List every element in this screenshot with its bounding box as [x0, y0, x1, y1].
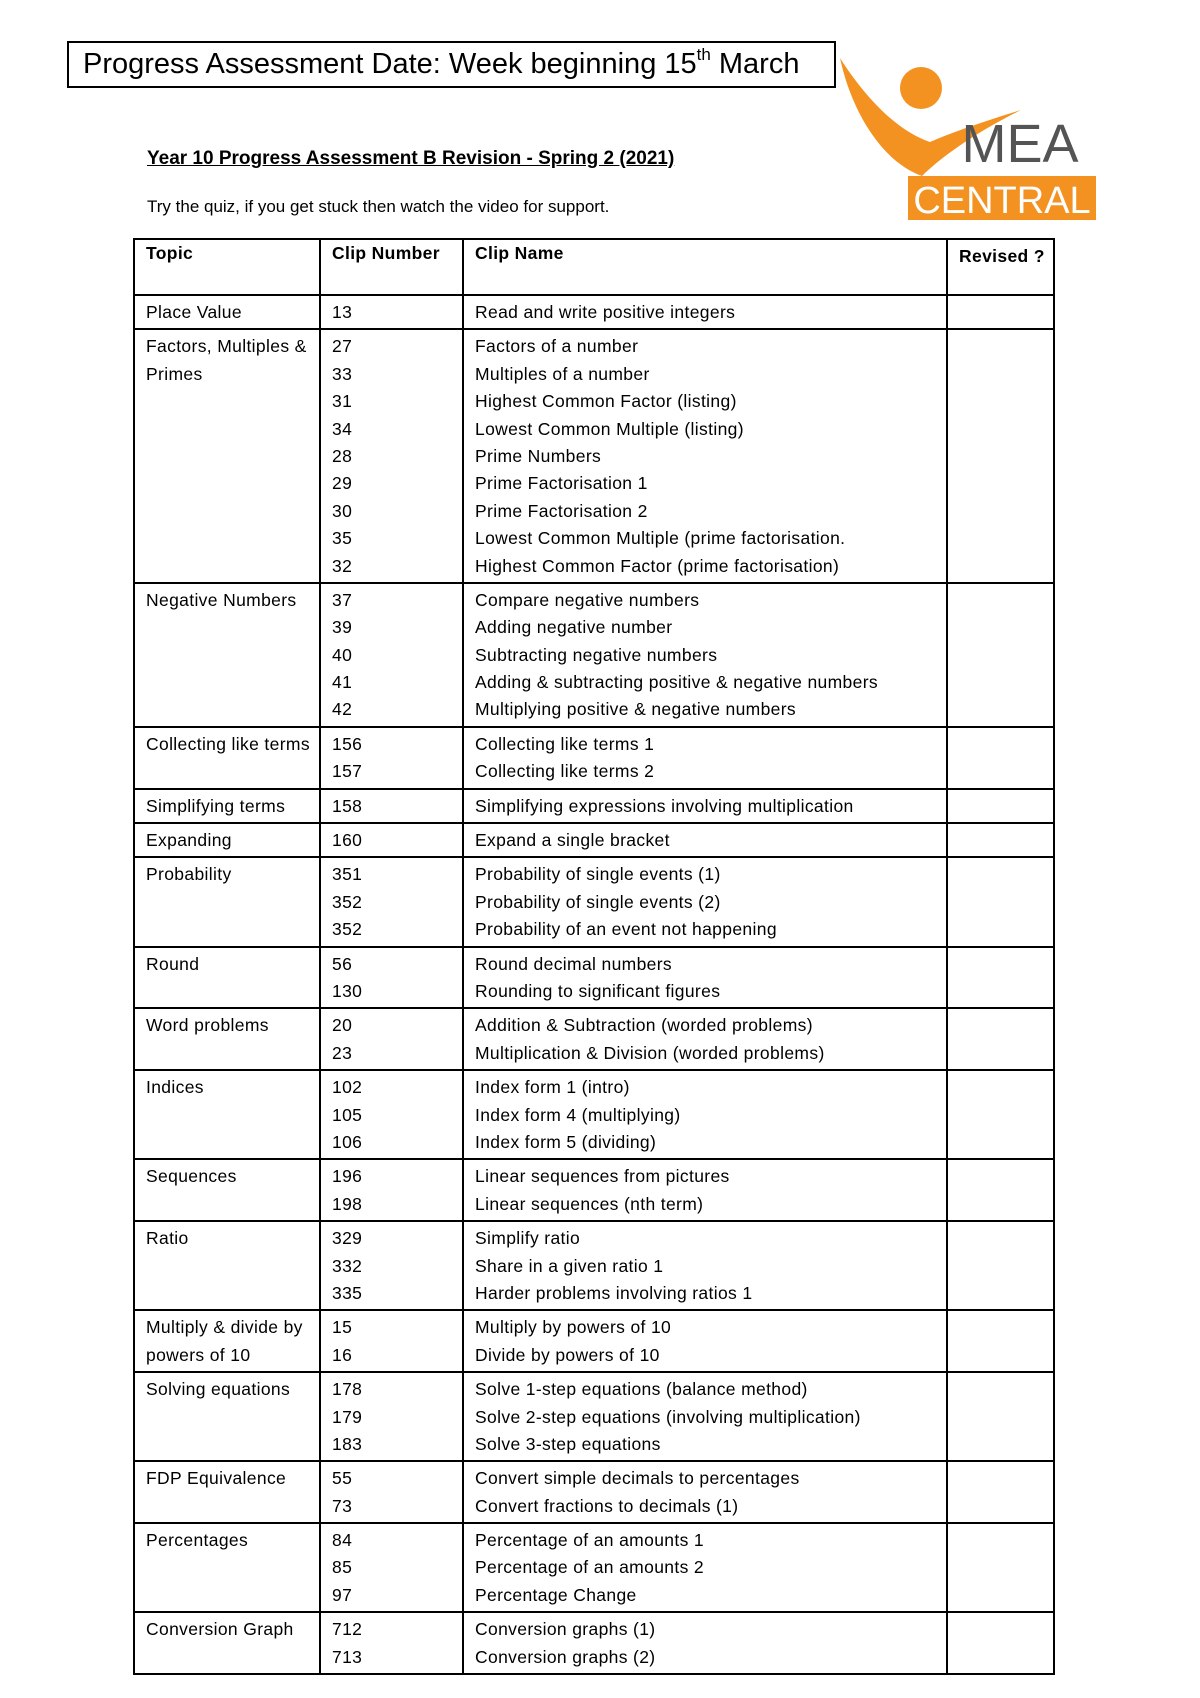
topic-cell: [134, 583, 320, 727]
revised-checkbox-cell[interactable]: [947, 1461, 1054, 1523]
clip-number: 73: [332, 1495, 353, 1516]
clip-name: Solve 2-step equations (involving multiplication): [475, 1406, 861, 1427]
topic-label: Solving equations: [146, 1379, 291, 1400]
clip-name: Lowest Common Multiple (listing): [475, 418, 744, 439]
clip-name: Prime Numbers: [475, 445, 602, 466]
clip-number-cell: [320, 1461, 463, 1523]
topic-label: Round: [146, 953, 200, 974]
clip-number: 30: [332, 500, 353, 521]
topic-label: Multiply & divide by powers of 10: [146, 1317, 303, 1365]
clip-name: Adding & subtracting positive & negative numbers: [475, 672, 878, 693]
topic-label: Expanding: [146, 830, 232, 851]
topic-label: Simplifying terms: [146, 795, 286, 816]
clip-number: 157: [332, 761, 363, 782]
topic-label: Sequences: [146, 1166, 237, 1187]
clip-number: 39: [332, 617, 353, 638]
revised-checkbox-cell[interactable]: [947, 1008, 1054, 1070]
clip-name: Simplifying expressions involving multiplication: [475, 795, 854, 816]
clip-name: Subtracting negative numbers: [475, 644, 718, 665]
clip-number-cell: [320, 1070, 463, 1159]
clip-name: Convert fractions to decimals (1): [475, 1495, 739, 1516]
clip-name-cell: [463, 1372, 947, 1461]
table-body: [134, 295, 1054, 1674]
topic-cell: [134, 823, 320, 857]
revised-checkbox-cell[interactable]: [947, 583, 1054, 727]
topic-cell: [134, 329, 320, 583]
topic-cell: [134, 295, 320, 329]
banner-suffix: March: [710, 48, 800, 80]
clip-number: 20: [332, 1015, 353, 1036]
table-row: [134, 727, 1054, 789]
clip-number: 55: [332, 1468, 353, 1489]
table-header-row: [134, 239, 1054, 295]
clip-name: Prime Factorisation 1: [475, 473, 648, 494]
clip-name: Probability of an event not happening: [475, 919, 777, 940]
topic-label: Indices: [146, 1077, 204, 1098]
clip-number: 37: [332, 589, 353, 610]
clip-name-cell: [463, 1310, 947, 1372]
topic-label: Percentages: [146, 1530, 249, 1551]
clip-name-cell: [463, 1461, 947, 1523]
clip-name-cell: [463, 789, 947, 823]
clip-number: 56: [332, 953, 353, 974]
clip-name: Harder problems involving ratios 1: [475, 1282, 753, 1303]
clip-number: 97: [332, 1584, 353, 1605]
clip-name: Linear sequences from pictures: [475, 1166, 730, 1187]
clip-number-cell: [320, 1612, 463, 1674]
topic-cell: [134, 1310, 320, 1372]
clip-name-cell: [463, 1221, 947, 1310]
clip-name: Read and write positive integers: [475, 302, 736, 322]
banner-superscript: th: [696, 45, 711, 64]
clip-name: Multiples of a number: [475, 363, 650, 384]
clip-name: Lowest Common Multiple (prime factorisation.: [475, 528, 846, 549]
topic-label: Collecting like terms: [146, 733, 310, 754]
clip-number: 40: [332, 644, 353, 665]
topic-cell: [134, 1612, 320, 1674]
clip-number-cell: [320, 947, 463, 1009]
revised-checkbox-cell[interactable]: [947, 727, 1054, 789]
clip-number: 32: [332, 555, 353, 576]
topic-cell: [134, 1461, 320, 1523]
clip-number: 158: [332, 795, 363, 816]
clip-name: Rounding to significant figures: [475, 981, 721, 1002]
clip-number: 179: [332, 1406, 363, 1427]
topic-cell: [134, 1221, 320, 1310]
clip-name: Expand a single bracket: [475, 830, 670, 851]
clip-number: 106: [332, 1131, 363, 1152]
clip-number-cell: [320, 1221, 463, 1310]
header-topic: Topic: [134, 239, 320, 295]
topic-label: Conversion Graph: [146, 1619, 294, 1640]
clip-number: 84: [332, 1530, 353, 1551]
revision-topics-table: [133, 238, 1055, 1675]
clip-name-cell: [463, 329, 947, 583]
topic-label: Factors, Multiples & Primes: [146, 336, 307, 384]
clip-name: Percentage of an amounts 1: [475, 1530, 704, 1551]
clip-name: Collecting like terms 1: [475, 733, 655, 754]
clip-number-cell: [320, 1523, 463, 1612]
revised-checkbox-cell[interactable]: [947, 1310, 1054, 1372]
clip-number: 41: [332, 672, 353, 693]
clip-number: 42: [332, 699, 353, 720]
clip-number-cell: [320, 1310, 463, 1372]
clip-number: 178: [332, 1379, 363, 1400]
clip-name: Factors of a number: [475, 336, 639, 357]
revised-checkbox-cell[interactable]: [947, 857, 1054, 946]
clip-number-cell: [320, 789, 463, 823]
revised-checkbox-cell[interactable]: [947, 1523, 1054, 1612]
revised-checkbox-cell[interactable]: [947, 1070, 1054, 1159]
clip-name: Simplify ratio: [475, 1228, 581, 1249]
table-row: [134, 1612, 1054, 1674]
mea-central-logo: [838, 50, 1100, 220]
clip-number: 15: [332, 1317, 353, 1338]
clip-number: 28: [332, 445, 353, 466]
clip-number: 352: [332, 891, 363, 912]
table-row: [134, 1221, 1054, 1310]
banner-prefix: Progress Assessment Date: Week beginning 15: [83, 48, 697, 80]
clip-name: Share in a given ratio 1: [475, 1255, 664, 1276]
clip-name: Highest Common Factor (listing): [475, 391, 737, 412]
table-row: [134, 583, 1054, 727]
clip-name: Index form 1 (intro): [475, 1077, 630, 1098]
clip-number: 34: [332, 418, 353, 439]
revised-checkbox-cell[interactable]: [947, 295, 1054, 329]
clip-name: Probability of single events (1): [475, 864, 721, 885]
topic-cell: [134, 1008, 320, 1070]
clip-name: Solve 3-step equations: [475, 1433, 661, 1454]
assessment-date-banner: [67, 41, 836, 88]
clip-name: Multiplication & Division (worded problems): [475, 1042, 825, 1063]
revised-checkbox-cell[interactable]: [947, 1372, 1054, 1461]
topic-label: Probability: [146, 864, 232, 885]
clip-name-cell: [463, 823, 947, 857]
revised-checkbox-cell[interactable]: [947, 823, 1054, 857]
clip-number: 712: [332, 1619, 363, 1640]
clip-number: 713: [332, 1646, 363, 1667]
clip-name-cell: [463, 1070, 947, 1159]
document-title: Year 10 Progress Assessment B Revision - Spring 2 (2021): [147, 148, 675, 169]
topic-cell: [134, 727, 320, 789]
logo-line1: MEA: [961, 114, 1079, 174]
table-row: [134, 1070, 1054, 1159]
logo-line2: CENTRAL: [913, 180, 1091, 220]
topic-label: Place Value: [146, 302, 242, 322]
revised-checkbox-cell[interactable]: [947, 1221, 1054, 1310]
clip-name: Multiply by powers of 10: [475, 1317, 672, 1338]
clip-number: 29: [332, 473, 353, 494]
clip-number-cell: [320, 727, 463, 789]
clip-number: 329: [332, 1228, 363, 1249]
topic-label: Word problems: [146, 1015, 269, 1036]
clip-number-cell: [320, 1008, 463, 1070]
clip-name: Index form 4 (multiplying): [475, 1104, 681, 1125]
clip-name: Collecting like terms 2: [475, 761, 655, 782]
topic-cell: [134, 789, 320, 823]
clip-number: 13: [332, 302, 353, 322]
clip-name: Percentage Change: [475, 1584, 637, 1605]
clip-name: Conversion graphs (2): [475, 1646, 656, 1667]
clip-name-cell: [463, 1008, 947, 1070]
clip-name: Solve 1-step equations (balance method): [475, 1379, 808, 1400]
clip-number: 130: [332, 981, 363, 1002]
table-row: [134, 1310, 1054, 1372]
clip-number: 102: [332, 1077, 363, 1098]
clip-number-cell: [320, 1159, 463, 1221]
clip-number: 183: [332, 1433, 363, 1454]
clip-number: 160: [332, 830, 363, 851]
clip-name-cell: [463, 295, 947, 329]
table-row: [134, 1372, 1054, 1461]
clip-name: Adding negative number: [475, 617, 673, 638]
topic-cell: [134, 857, 320, 946]
table-row: [134, 1523, 1054, 1612]
clip-name: Linear sequences (nth term): [475, 1193, 704, 1214]
clip-number: 35: [332, 528, 353, 549]
clip-number-cell: [320, 583, 463, 727]
revised-checkbox-cell[interactable]: [947, 1159, 1054, 1221]
clip-number-cell: [320, 1372, 463, 1461]
clip-number: 352: [332, 919, 363, 940]
clip-number: 23: [332, 1042, 353, 1063]
table-row: [134, 1159, 1054, 1221]
clip-number: 16: [332, 1344, 353, 1365]
clip-name: Conversion graphs (1): [475, 1619, 656, 1640]
clip-number: 85: [332, 1557, 353, 1578]
table-row: [134, 1008, 1054, 1070]
clip-name-cell: [463, 1159, 947, 1221]
revised-checkbox-cell[interactable]: [947, 329, 1054, 583]
clip-name-cell: [463, 583, 947, 727]
clip-number: 332: [332, 1255, 363, 1276]
table-row: [134, 857, 1054, 946]
header-clip-number: Clip Number: [320, 239, 463, 295]
clip-name: Highest Common Factor (prime factorisation): [475, 555, 840, 576]
topic-cell: [134, 1070, 320, 1159]
clip-name: Compare negative numbers: [475, 589, 700, 610]
table-row: [134, 947, 1054, 1009]
topic-label: FDP Equivalence: [146, 1468, 287, 1489]
clip-name: Addition & Subtraction (worded problems): [475, 1015, 813, 1036]
clip-number-cell: [320, 823, 463, 857]
clip-number: 335: [332, 1282, 363, 1303]
clip-name: Convert simple decimals to percentages: [475, 1468, 800, 1489]
clip-number-cell: [320, 857, 463, 946]
table-row: [134, 823, 1054, 857]
clip-name-cell: [463, 947, 947, 1009]
clip-number-cell: [320, 329, 463, 583]
clip-number: 351: [332, 864, 363, 885]
clip-name: Prime Factorisation 2: [475, 500, 648, 521]
table-row: [134, 329, 1054, 583]
clip-number: 31: [332, 391, 353, 412]
revised-checkbox-cell[interactable]: [947, 947, 1054, 1009]
revised-checkbox-cell[interactable]: [947, 789, 1054, 823]
topic-cell: [134, 1523, 320, 1612]
topic-cell: [134, 1372, 320, 1461]
clip-name: Percentage of an amounts 2: [475, 1557, 704, 1578]
table-row: [134, 789, 1054, 823]
topic-label: Ratio: [146, 1228, 189, 1249]
topic-cell: [134, 1159, 320, 1221]
header-revised: Revised ?: [947, 239, 1054, 295]
clip-name: Multiplying positive & negative numbers: [475, 699, 797, 720]
revised-checkbox-cell[interactable]: [947, 1612, 1054, 1674]
clip-number: 196: [332, 1166, 363, 1187]
clip-name-cell: [463, 1612, 947, 1674]
clip-number-cell: [320, 295, 463, 329]
clip-name-cell: [463, 857, 947, 946]
instructions-text: Try the quiz, if you get stuck then watch the video for support.: [147, 197, 610, 216]
clip-number: 27: [332, 336, 353, 357]
table-row: [134, 295, 1054, 329]
clip-name: Divide by powers of 10: [475, 1344, 660, 1365]
topic-label: Negative Numbers: [146, 589, 297, 610]
clip-number: 198: [332, 1193, 363, 1214]
clip-name-cell: [463, 1523, 947, 1612]
clip-number: 33: [332, 363, 353, 384]
header-clip-name: Clip Name: [463, 239, 947, 295]
clip-name: Round decimal numbers: [475, 953, 673, 974]
clip-number: 156: [332, 733, 363, 754]
topic-cell: [134, 947, 320, 1009]
clip-number: 105: [332, 1104, 363, 1125]
table-row: [134, 1461, 1054, 1523]
clip-name: Probability of single events (2): [475, 891, 721, 912]
clip-name: Index form 5 (dividing): [475, 1131, 657, 1152]
logo-head-icon: [900, 67, 942, 109]
clip-name-cell: [463, 727, 947, 789]
